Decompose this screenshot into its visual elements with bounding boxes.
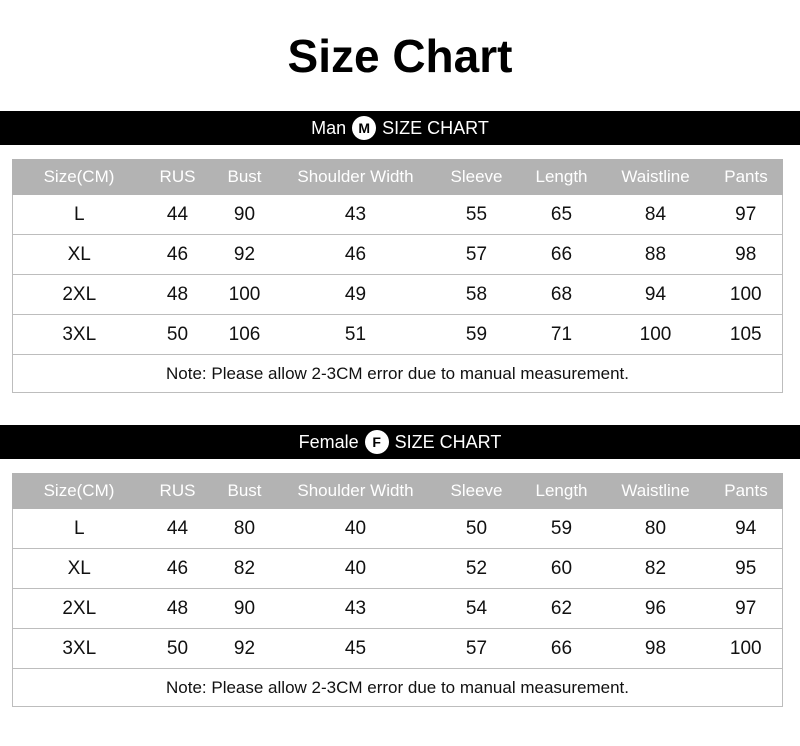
table-cell: 50 xyxy=(146,315,210,355)
table-cell: XL xyxy=(13,549,146,589)
table-cell: 90 xyxy=(210,589,280,629)
col-header: Shoulder Width xyxy=(280,159,432,195)
band-prefix: Man xyxy=(311,117,347,138)
col-header: Length xyxy=(522,473,602,509)
table-cell: 98 xyxy=(710,235,783,275)
female-size-table xyxy=(12,473,783,707)
band-prefix: Female xyxy=(298,431,359,452)
table-cell: 58 xyxy=(432,275,522,315)
table-cell: 46 xyxy=(146,235,210,275)
table-cell: 59 xyxy=(432,315,522,355)
page-title: Size Chart xyxy=(287,30,513,82)
col-header: Length xyxy=(522,159,602,195)
table-cell: 84 xyxy=(602,195,710,235)
table-cell: 2XL xyxy=(13,275,146,315)
table-cell: 62 xyxy=(522,589,602,629)
table-cell: 59 xyxy=(522,509,602,549)
table-cell: 51 xyxy=(280,315,432,355)
table-row xyxy=(13,315,783,355)
table-row xyxy=(13,235,783,275)
table-cell: XL xyxy=(13,235,146,275)
table-cell: 90 xyxy=(210,195,280,235)
female-badge-icon: F xyxy=(365,430,389,454)
table-cell: 92 xyxy=(210,629,280,669)
col-header: Sleeve xyxy=(432,159,522,195)
table-row xyxy=(13,275,783,315)
table-cell: 105 xyxy=(710,315,783,355)
table-cell: 50 xyxy=(146,629,210,669)
table-cell: 66 xyxy=(522,235,602,275)
table-row xyxy=(13,509,783,549)
table-cell: 52 xyxy=(432,549,522,589)
table-cell: 57 xyxy=(432,235,522,275)
table-cell: 94 xyxy=(602,275,710,315)
table-cell: 48 xyxy=(146,275,210,315)
table-row xyxy=(13,629,783,669)
table-row xyxy=(13,195,783,235)
table-cell: 98 xyxy=(602,629,710,669)
table-cell: 50 xyxy=(432,509,522,549)
table-cell: 100 xyxy=(602,315,710,355)
col-header: Waistline xyxy=(602,159,710,195)
female-size-chart-band xyxy=(0,425,800,459)
table-cell: 43 xyxy=(280,589,432,629)
table-cell: 3XL xyxy=(13,629,146,669)
band-label: SIZE CHART xyxy=(394,431,502,452)
note-row xyxy=(13,355,783,393)
table-cell: 92 xyxy=(210,235,280,275)
table-header-row xyxy=(13,473,783,509)
table-cell: 82 xyxy=(602,549,710,589)
table-cell: 97 xyxy=(710,589,783,629)
note-row xyxy=(13,669,783,707)
col-header: Pants xyxy=(710,473,783,509)
table-cell: 82 xyxy=(210,549,280,589)
col-header: Bust xyxy=(210,159,280,195)
man-size-table xyxy=(12,159,783,393)
man-size-chart-band xyxy=(0,111,800,145)
measurement-note: Note: Please allow 2-3CM error due to manual measurement. xyxy=(13,669,783,707)
measurement-note: Note: Please allow 2-3CM error due to manual measurement. xyxy=(13,355,783,393)
table-cell: 3XL xyxy=(13,315,146,355)
col-header: Shoulder Width xyxy=(280,473,432,509)
table-cell: 97 xyxy=(710,195,783,235)
table-cell: 46 xyxy=(280,235,432,275)
table-cell: 68 xyxy=(522,275,602,315)
table-cell: 88 xyxy=(602,235,710,275)
col-header: RUS xyxy=(146,159,210,195)
table-cell: L xyxy=(13,195,146,235)
table-row xyxy=(13,549,783,589)
table-cell: 43 xyxy=(280,195,432,235)
man-badge-icon: M xyxy=(352,116,376,140)
table-cell: 55 xyxy=(432,195,522,235)
col-header: Waistline xyxy=(602,473,710,509)
col-header: Size(CM) xyxy=(13,473,146,509)
table-row xyxy=(13,589,783,629)
table-cell: 96 xyxy=(602,589,710,629)
table-cell: 100 xyxy=(710,629,783,669)
table-cell: 44 xyxy=(146,509,210,549)
col-header: Pants xyxy=(710,159,783,195)
table-cell: 94 xyxy=(710,509,783,549)
table-cell: 48 xyxy=(146,589,210,629)
col-header: Bust xyxy=(210,473,280,509)
band-label: SIZE CHART xyxy=(382,117,489,138)
table-cell: 100 xyxy=(210,275,280,315)
table-cell: 40 xyxy=(280,509,432,549)
col-header: Size(CM) xyxy=(13,159,146,195)
table-cell: 80 xyxy=(602,509,710,549)
table-cell: 100 xyxy=(710,275,783,315)
col-header: Sleeve xyxy=(432,473,522,509)
table-cell: 57 xyxy=(432,629,522,669)
table-cell: 95 xyxy=(710,549,783,589)
col-header: RUS xyxy=(146,473,210,509)
table-cell: 60 xyxy=(522,549,602,589)
table-cell: 44 xyxy=(146,195,210,235)
table-cell: 2XL xyxy=(13,589,146,629)
table-cell: 45 xyxy=(280,629,432,669)
table-cell: 106 xyxy=(210,315,280,355)
table-cell: 80 xyxy=(210,509,280,549)
table-cell: L xyxy=(13,509,146,549)
table-cell: 46 xyxy=(146,549,210,589)
table-cell: 71 xyxy=(522,315,602,355)
table-header-row xyxy=(13,159,783,195)
table-cell: 66 xyxy=(522,629,602,669)
table-cell: 49 xyxy=(280,275,432,315)
table-cell: 40 xyxy=(280,549,432,589)
table-cell: 54 xyxy=(432,589,522,629)
table-cell: 65 xyxy=(522,195,602,235)
